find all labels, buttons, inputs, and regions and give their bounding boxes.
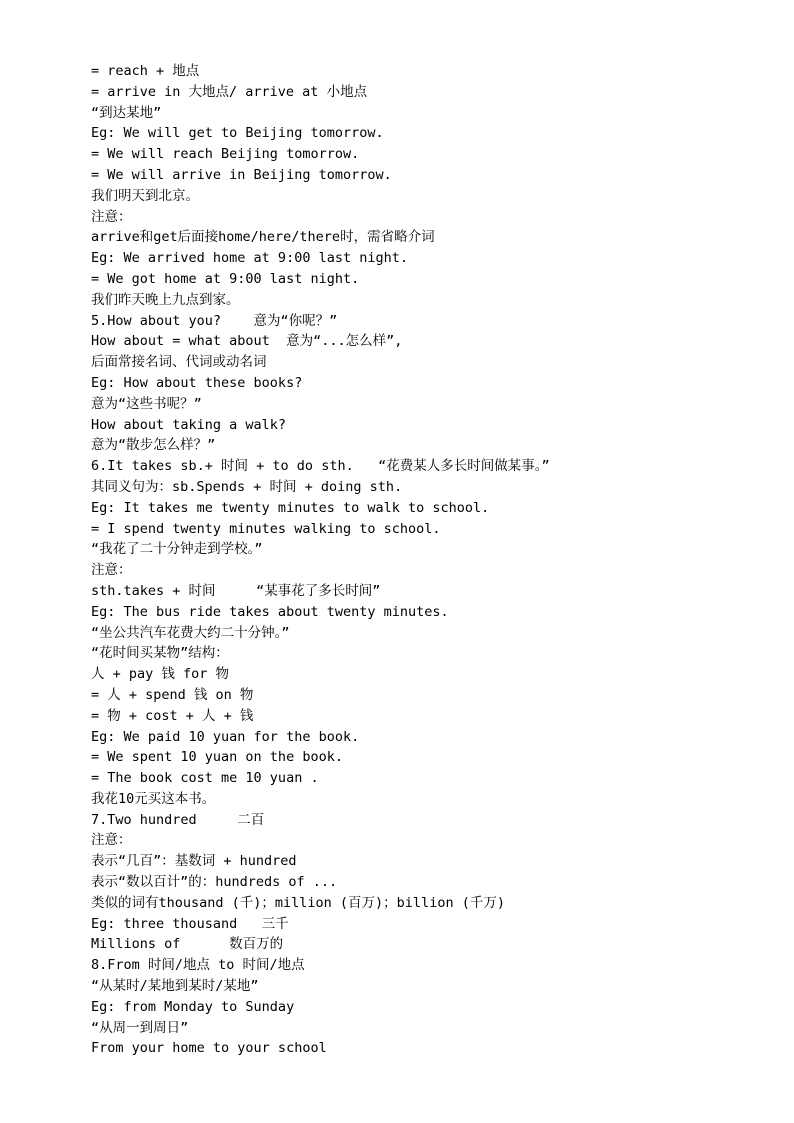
note-label: 注意：	[91, 832, 132, 849]
translation-line: 意为“这些书呢？”	[91, 395, 202, 412]
text-line: = arrive in 大地点/ arrive at 小地点	[91, 83, 368, 100]
translation-line: “我花了二十分钟走到学校。”	[91, 541, 263, 558]
translation-line: “从某时/某地到某时/某地”	[91, 978, 259, 995]
example-line: Eg: three thousand 三千	[91, 915, 289, 932]
text-line: = 人 + spend 钱 on 物	[91, 686, 254, 703]
example-line: = We spent 10 yuan on the book.	[91, 749, 343, 766]
text-line: = 物 + cost + 人 + 钱	[91, 707, 254, 724]
example-line: = We got home at 9:00 last night.	[91, 270, 360, 287]
section-heading: 6.It takes sb.+ 时间 + to do sth. “花费某人多长时间做某事。”	[91, 458, 550, 475]
text-line: sth.takes + 时间 “某事花了多长时间”	[91, 582, 381, 599]
example-line: Eg: It takes me twenty minutes to walk to school.	[91, 499, 490, 516]
translation-line: “坐公共汽车花费大约二十分钟。”	[91, 624, 290, 641]
text-line: 其同义句为：sb.Spends + 时间 + doing sth.	[91, 478, 403, 495]
text-line: 类似的词有thousand (千)；million (百万)；billion (千万)	[91, 894, 505, 911]
text-line: From your home to your school	[91, 1040, 327, 1057]
translation-line: “从周一到周日”	[91, 1019, 189, 1036]
note-label: 注意：	[91, 562, 132, 579]
note-label: 注意：	[91, 208, 132, 225]
text-line: “花时间买某物”结构：	[91, 645, 229, 662]
section-heading: 5.How about you? 意为“你呢？”	[91, 312, 338, 329]
translation-line: 我花10元买这本书。	[91, 790, 216, 807]
example-line: = The book cost me 10 yuan .	[91, 770, 319, 787]
section-heading: 8.From 时间/地点 to 时间/地点	[91, 957, 305, 974]
translation-line: 意为“散步怎么样？”	[91, 437, 216, 454]
text-line: = reach + 地点	[91, 63, 200, 79]
text-line: 人 + pay 钱 for 物	[91, 666, 230, 683]
text-line: 表示“数以百计”的：hundreds of ...	[91, 874, 338, 891]
text-line: “到达某地”	[91, 104, 162, 121]
text-line: 后面常接名词、代词或动名词	[91, 354, 267, 371]
translation-line: 我们明天到北京。	[91, 187, 199, 204]
example-line: Eg: We will get to Beijing tomorrow.	[91, 125, 384, 142]
text-line: Millions of 数百万的	[91, 936, 284, 953]
example-line: Eg: How about these books?	[91, 374, 303, 391]
example-line: How about taking a walk?	[91, 416, 287, 433]
example-line: = We will arrive in Beijing tomorrow.	[91, 166, 392, 183]
example-line: Eg: We paid 10 yuan for the book.	[91, 728, 360, 745]
example-line: Eg: The bus ride takes about twenty minutes.	[91, 603, 449, 620]
text-line: How about = what about 意为“...怎么样”,	[91, 333, 403, 350]
text-line: arrive和get后面接home/here/there时，需省略介词	[91, 229, 435, 246]
example-line: Eg: We arrived home at 9:00 last night.	[91, 250, 408, 267]
text-line: 表示“几百”：基数词 + hundred	[91, 853, 297, 870]
example-line: = We will reach Beijing tomorrow.	[91, 146, 360, 163]
example-line: = I spend twenty minutes walking to school.	[91, 520, 441, 537]
document-page	[91, 61, 751, 1059]
example-line: Eg: from Monday to Sunday	[91, 998, 295, 1015]
section-heading: 7.Two hundred 二百	[91, 811, 265, 828]
translation-line: 我们昨天晚上九点到家。	[91, 291, 240, 308]
